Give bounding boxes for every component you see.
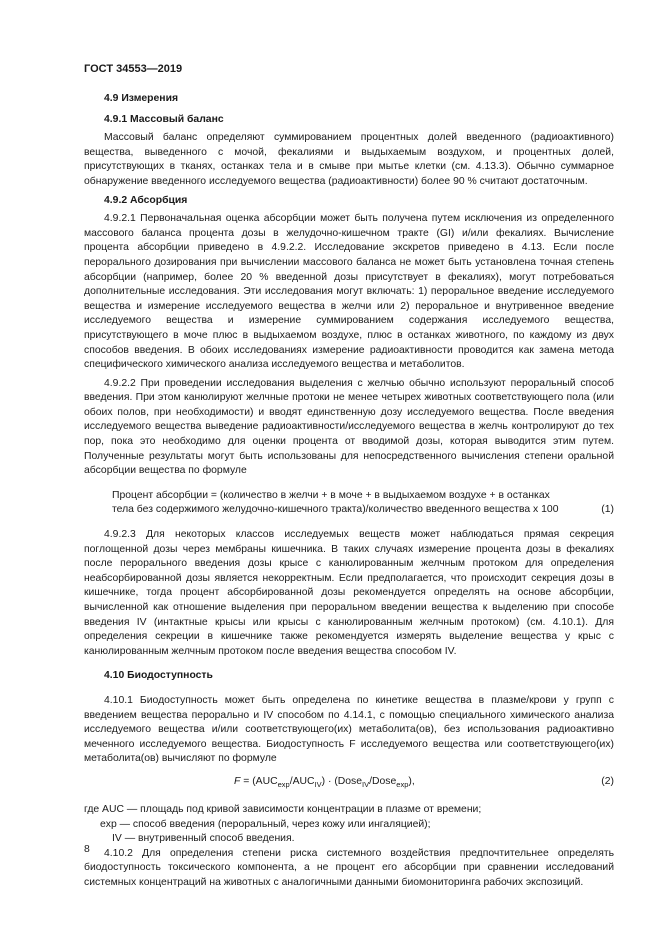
page-number: 8: [84, 844, 90, 855]
legend-exp: exp — способ введения (пероральный, через кожу или ингаляцией);: [100, 818, 431, 830]
section-4-10-1-text: 4.10.1 Биодоступность может быть определена по кинетике вещества в плазме/крови у групп с введением вещества перорально и IV способом по 4.14.1, с помощью специального химического анализа исследуемого вещества и/или соответствующего(их) метаболита(ов), без использования радиоактивно меченного исследуемого вещества. Биодоступность F исследуемого вещества или соответствующего(их) метаболита(ов) вычисляют по формуле: [84, 694, 614, 765]
formula-2-sub: exp: [277, 779, 290, 789]
document-body: [84, 92, 614, 895]
legend-auc: где AUC — площадь под кривой зависимости концентрации в плазме от времени;: [84, 803, 482, 815]
formula-2-part: = (AUC: [240, 775, 278, 787]
section-4-9-2-3-text: 4.9.2.3 Для некоторых классов исследуемых веществ может наблюдаться прямая секреция поглощенной дозы через мембраны кишечника. В таких случаях измерение процента дозы в фекалиях после перорального введения дозы крысе с канюлированным желчным протоком для определения неабсорбированной дозы является некорректным. Если предполагается, что происходит секреция дозы в кишечнике, тогда процент абсорбированной дозы рекомендуется определять на основе абсорбции, вычисленной как отношение выделения при пероральном введении вещества к выделению при способе введения IV (интактные крысы или крысы с канюлированным желчным протоком) (см. 4.10.1). Для определения секреции в кишечнике также рекомендуется измерять выделение вещества у крыс с канюлированным желчным протоком после введения вещества способом IV.: [84, 529, 614, 657]
formula-2-expression: [234, 775, 415, 790]
section-4-10-2-text: 4.10.2 Для определения степени риска системного воздействия предпочтительнее определять биодоступность токсического компонента, а не процент его абсорбции при сравнении исследований системных концентраций на животных с аналогичными данными биомониторинга рабочих экспозиций.: [84, 847, 614, 888]
formula-1-text: Процент абсорбции = (количество в желчи + в моче + в выдыхаемом воздухе + в останках тела без содержимого желудочно-кишечного тракта)/количество введенного вещества x 100: [112, 489, 559, 516]
section-4-9-1-text: Массовый баланс определяют суммированием процентных долей введенного (радиоактивного) вещества, выведенного с мочой, фекалиями и выдыхаемым воздухом, и процентных долей, присутствующих в тканях, останках тела и в смыве при мытье клетки (см. 4.13.3). Обычно суммарное обнаружение введенного исследуемого вещества (радиоактивности) более 90 % считают достаточным.: [84, 132, 614, 187]
section-4-9-2-1-text: 4.9.2.1 Первоначальная оценка абсорбции может быть получена путем исключения из определенного массового баланса процента дозы в желудочно-кишечном тракте (GI) и/или фекалиях. Вычисление процента абсорбции приведено в 4.9.2.2. Исследование экскретов приведено в 4.13. Если после перорального дозирования при вычислении массового баланса не может быть установлена точная степень абсорбции (например, более 20 % введенной дозы присутствует в фекалиях), могут потребоваться дополнительные исследования. Эти исследования могут включать: 1) пероральное введение исследуемого вещества и измерение исследуемого вещества в желчи или 2) пероральное и внутривенное введение исследуемого вещества и измерение суммированием содержания исследуемого вещества, присутствующего в моче плюс в выдыхаемом воздухе, плюс в останках животного, по каждому из двух способов введения. В обоих исследованиях измерение радиоактивности проводится как замена метода специфического химического анализа исследуемого вещества и метаболитов.: [84, 213, 614, 371]
formula-2-sub: IV: [362, 779, 370, 789]
formula-2-f: F: [234, 775, 241, 787]
formula-2-sub: IV: [314, 779, 322, 789]
legend-iv: IV — внутривенный способ введения.: [112, 833, 295, 845]
section-4-9-1-title: 4.9.1 Массовый баланс: [104, 113, 224, 125]
section-4-9-title: 4.9 Измерения: [104, 93, 179, 104]
formula-2-number: (2): [601, 775, 614, 787]
formula-1: [84, 489, 614, 518]
section-4-9-2-title: 4.9.2 Абсорбция: [104, 194, 188, 206]
section-4-9-2-2-text: 4.9.2.2 При проведении исследования выделения с желчью обычно используют пероральный способ введения. При этом канюлируют желчные протоки не менее четырех животных соответствующего пола (или обоих полов, при необходимости) и вводят единственную дозу исследуемого вещества. После введения исследуемого вещества выведение радиоактивности/исследуемого вещества в желчь контролируют до тех пор, пока это необходимо для оценки процента от вводимой дозы, которая выводится этим путем. Полученные результаты могут быть использованы для непосредственного вычисления степени оральной абсорбции вещества по формуле: [84, 377, 614, 477]
formula-2-sub: exp: [396, 779, 409, 789]
formula-2-part: ) · (Dose: [321, 775, 363, 787]
formula-2-part: ),: [408, 775, 415, 787]
formula-1-number: (1): [601, 504, 614, 516]
formula-2-part: /AUC: [289, 775, 315, 787]
standard-header: ГОСТ 34553—2019: [84, 63, 183, 75]
formula-2-legend: [84, 803, 614, 847]
section-4-10-title: 4.10 Биодоступность: [104, 670, 213, 682]
formula-2-part: /Dose: [369, 775, 397, 787]
formula-2: [84, 775, 614, 795]
